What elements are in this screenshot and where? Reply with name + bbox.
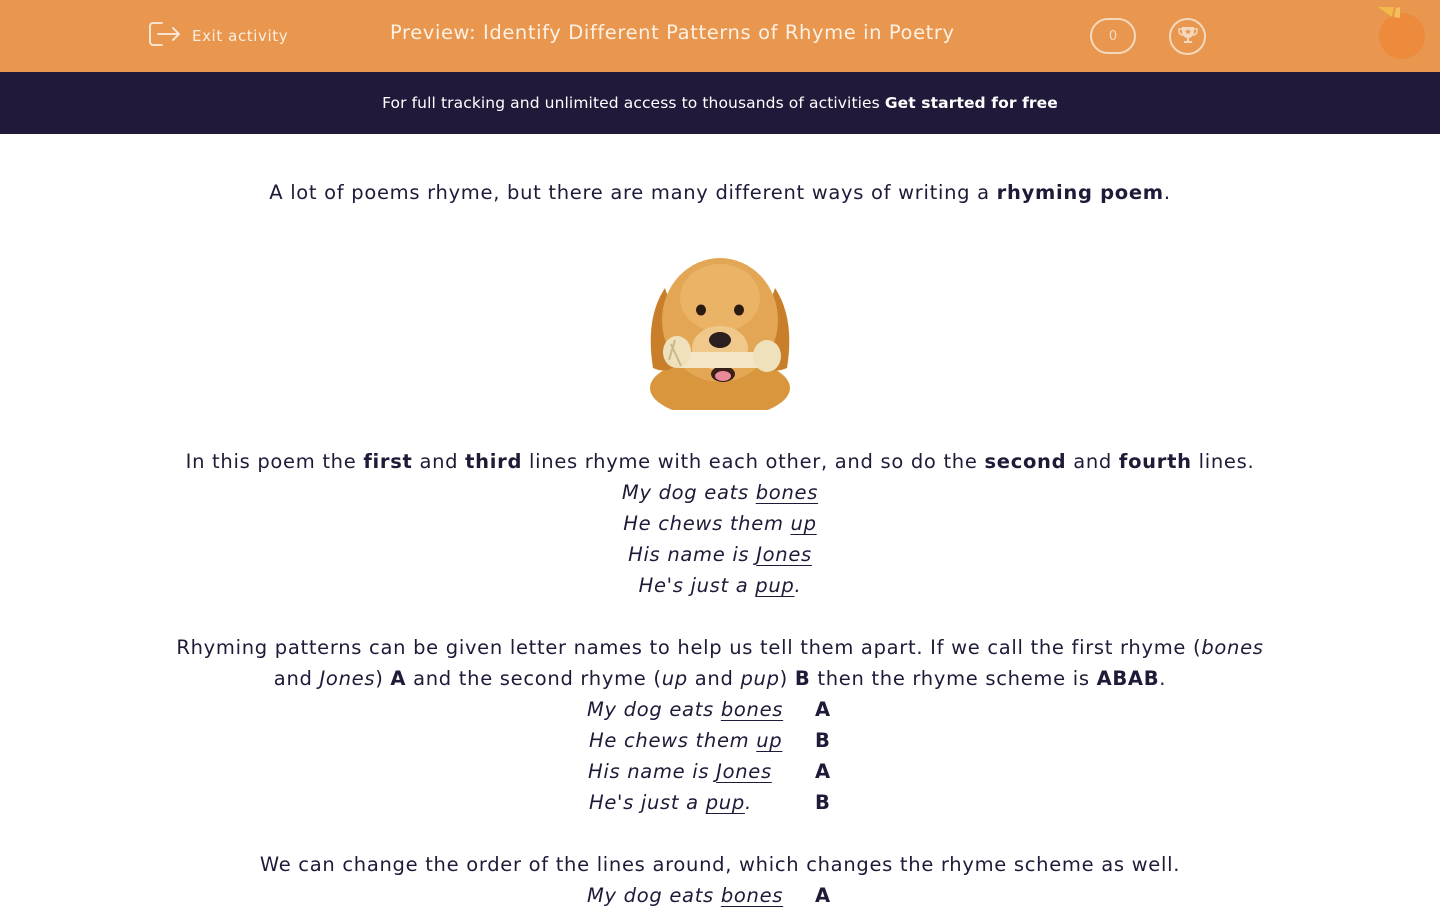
exit-activity-button[interactable]	[148, 20, 288, 52]
poem	[0, 477, 1440, 601]
top-bar	[0, 0, 1440, 72]
poem-line: My dog eats bones	[587, 884, 784, 907]
promo-banner	[0, 72, 1440, 134]
poem-line: He chews them up	[623, 512, 817, 535]
exit-icon	[148, 19, 182, 53]
page-title: Preview: Identify Different Patterns of Rhyme in Poetry	[390, 21, 955, 44]
rhyme-scheme-reordered	[0, 880, 1440, 911]
trophy-icon	[1177, 24, 1199, 50]
scheme-letter: A	[815, 698, 831, 721]
poem-line: My dog eats bones	[621, 481, 819, 504]
keyword-rhyming-poem: rhyming poem	[996, 181, 1164, 204]
poem-line: He's just a pup.	[638, 574, 802, 597]
exit-activity-label: Exit activity	[192, 27, 289, 45]
activity-content	[0, 134, 1440, 911]
dog-with-bone-image	[635, 248, 805, 410]
explanation-paragraph-2: Rhyming patterns can be given letter names to help us tell them apart. If we call the first rhyme (bones and Jones) A and the second rhyme (up and pup) B then the rhyme scheme is ABAB.	[176, 636, 1264, 690]
scheme-letter: A	[815, 760, 831, 783]
score-counter	[1090, 18, 1136, 54]
poem-line: His name is Jones	[628, 543, 812, 566]
get-started-link[interactable]: Get started for free	[884, 94, 1058, 112]
scheme-letter: A	[815, 884, 831, 907]
rhyme-word: bones	[755, 481, 819, 504]
rhyme-word: up	[790, 512, 817, 535]
poem-line: He's just a pup.	[589, 791, 752, 814]
score-value: 0	[1108, 28, 1118, 44]
explanation-paragraph-3: We can change the order of the lines around, which changes the rhyme scheme as well.	[259, 853, 1181, 876]
intro-paragraph: A lot of poems rhyme, but there are many different ways of writing a rhyming poem.	[269, 181, 1171, 204]
scheme-letter: B	[815, 791, 831, 814]
explanation-paragraph-1: In this poem the first and third lines rhyme with each other, and so do the second and fourth lines.	[185, 450, 1255, 473]
promo-text: For full tracking and unlimited access to thousands of activities	[382, 94, 880, 112]
orange-logo-icon	[1372, 4, 1432, 64]
poem-line: He chews them up	[589, 729, 783, 752]
rhyme-word: Jones	[756, 543, 812, 566]
rhyme-scheme-abab	[0, 694, 1440, 818]
poem-line: His name is Jones	[588, 760, 772, 783]
trophy-button[interactable]	[1169, 18, 1206, 55]
poem-line: My dog eats bones	[587, 698, 784, 721]
rhyme-word: pup	[755, 574, 795, 597]
scheme-letter: B	[815, 729, 831, 752]
